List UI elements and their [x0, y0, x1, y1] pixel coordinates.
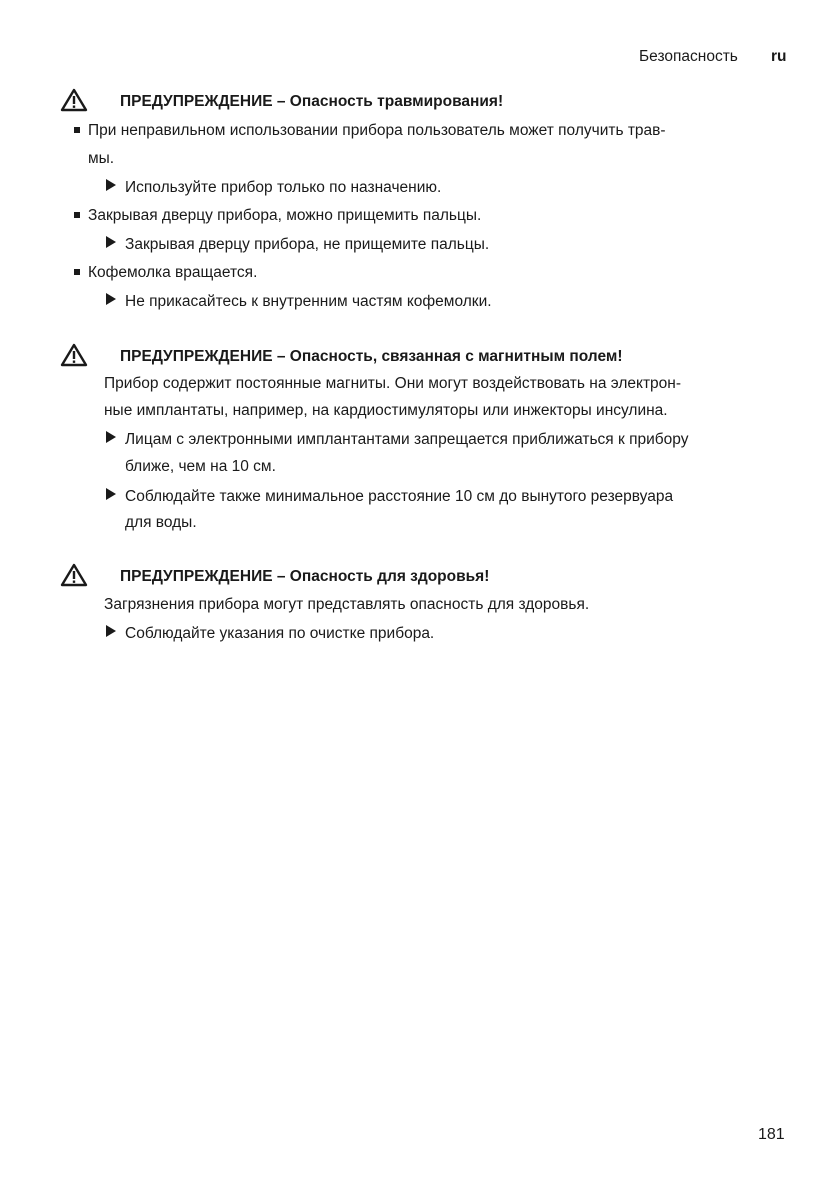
- bullet-icon: [74, 127, 80, 133]
- warning-text: Загрязнения прибора могут представлять опасность для здоровья.: [104, 596, 590, 613]
- page-number: 181: [758, 1126, 785, 1143]
- warning-title: ПРЕДУПРЕЖДЕНИЕ – Опасность травмирования!: [120, 93, 504, 110]
- warning-text: Кофемолка вращается.: [88, 264, 258, 281]
- arrow-icon: [106, 488, 116, 500]
- instruction-text: ближе, чем на 10 см.: [125, 458, 276, 475]
- instruction-text: Не прикасайтесь к внутренним частям кофемолки.: [125, 293, 492, 310]
- bullet-icon: [74, 269, 80, 275]
- warning-text: Закрывая дверцу прибора, можно прищемить пальцы.: [88, 207, 482, 224]
- warning-text: мы.: [88, 150, 115, 167]
- instruction-text: Закрывая дверцу прибора, не прищемите пальцы.: [125, 236, 490, 253]
- arrow-icon: [106, 236, 116, 248]
- warning-triangle-icon: [60, 563, 88, 587]
- header-section: Безопасность: [639, 48, 738, 65]
- arrow-icon: [106, 625, 116, 637]
- instruction-text: Соблюдайте указания по очистке прибора.: [125, 625, 435, 642]
- warning-title: ПРЕДУПРЕЖДЕНИЕ – Опасность для здоровья!: [120, 568, 490, 585]
- header-lang: ru: [771, 48, 787, 65]
- arrow-icon: [106, 179, 116, 191]
- instruction-text: Используйте прибор только по назначению.: [125, 179, 442, 196]
- warning-triangle-icon: [60, 88, 88, 112]
- warning-text: ные имплантаты, например, на кардиостимуляторы или инжекторы инсулина.: [104, 402, 668, 419]
- instruction-text: Соблюдайте также минимальное расстояние 10 см до вынутого резервуара: [125, 488, 674, 505]
- instruction-text: для воды.: [125, 514, 197, 531]
- bullet-icon: [74, 212, 80, 218]
- warning-title: ПРЕДУПРЕЖДЕНИЕ – Опасность, связанная с магнитным полем!: [120, 348, 623, 365]
- arrow-icon: [106, 431, 116, 443]
- arrow-icon: [106, 293, 116, 305]
- instruction-text: Лицам с электронными имплантантами запрещается приближаться к прибору: [125, 431, 689, 448]
- warning-text: Прибор содержит постоянные магниты. Они могут воздействовать на электрон-: [104, 375, 682, 392]
- warning-text: При неправильном использовании прибора пользователь может получить трав-: [88, 122, 666, 139]
- warning-triangle-icon: [60, 343, 88, 367]
